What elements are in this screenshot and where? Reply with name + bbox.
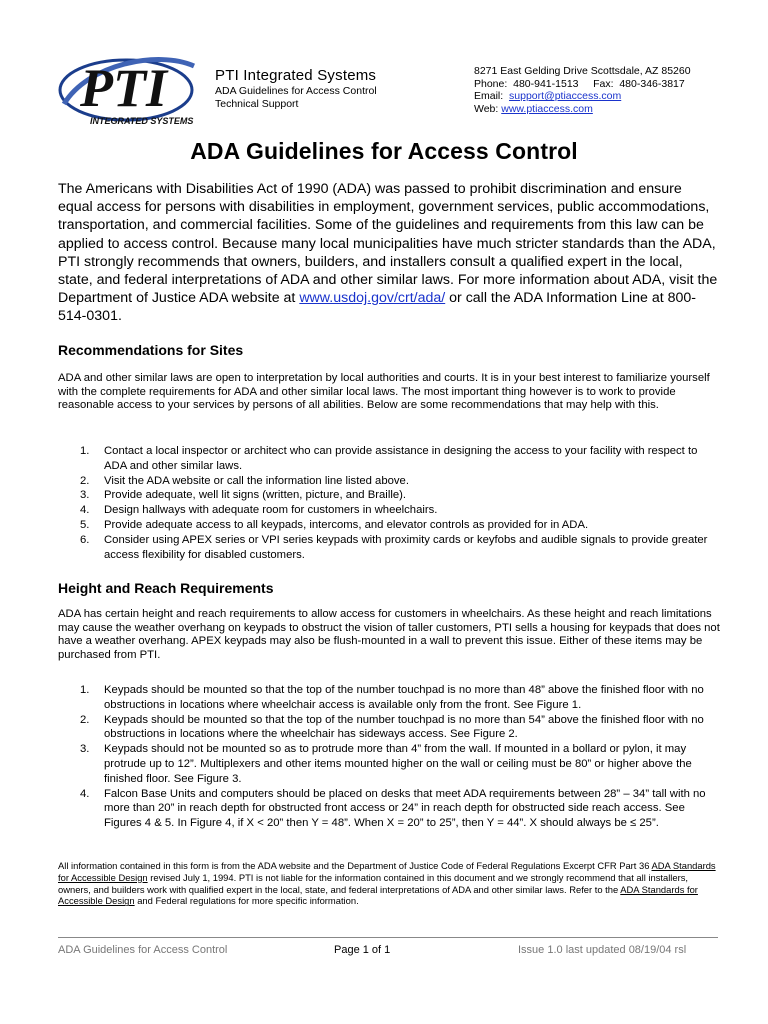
list-item-number: 3. [80, 743, 90, 756]
list-item-number: 1. [80, 684, 90, 696]
list-item [58, 713, 718, 743]
list-item [58, 787, 718, 831]
sites-heading: Recommendations for Sites [58, 342, 244, 358]
list-item-text: Visit the ADA website or call the information line listed above. [104, 474, 409, 487]
list-item-number: 4. [80, 787, 90, 800]
address: 8271 East Gelding Drive Scottsdale, AZ 85260 [474, 65, 691, 77]
logo-tagline: INTEGRATED SYSTEMS [90, 116, 194, 126]
list-item [58, 742, 718, 786]
page-title: ADA Guidelines for Access Control [190, 138, 578, 164]
list-item [58, 533, 718, 563]
list-item-number: 2. [80, 474, 90, 487]
web-label: Web: [474, 102, 502, 115]
pti-logo-icon [58, 44, 198, 130]
height-paragraph: ADA has certain height and reach requirements to allow access for customers in wheelchairs. As these height and reach limitations may cause the weather overhang on keypads to obstruct the vision of taller customers, PTI sells a housing for keypads that does not have a weather overhang. APEX keypads may also be flush-mounted in a wall to prevent this issue. Either of these items may be purchased from PTI. [58, 608, 720, 661]
footer-doc-title: ADA Guidelines for Access Control [58, 944, 228, 956]
list-item-number: 3. [80, 489, 90, 502]
contact-block [474, 65, 734, 115]
list-item-number: 6. [80, 533, 90, 546]
intro-text: The Americans with Disabilities Act of 1990 (ADA) was passed to prohibit discrimination and ensure equal access for persons with disabilities in employment, government services, public accommodations, transportation, and commercial facilities. Some of the guidelines and requirements from this law can be applied to access control. Because many local municipalities have much stricter standards than the ADA, PTI strongly recommends that owners, builders, and installers consult a qualified expert in the local, state, and federal interpretations of ADA and other similar laws. For more information about ADA, visit the Department of Justice ADA website at [58, 181, 718, 307]
company-department: Technical Support [215, 98, 299, 110]
footer-issue: Issue 1.0 last updated 08/19/04 rsl [518, 944, 687, 956]
footer-divider [58, 937, 718, 938]
list-item-text: Keypads should be mounted so that the top of the number touchpad is no more than 54” above the finished floor with no obstructions in locations where the wheelchair has sideways access. See Figure 2. [104, 713, 704, 741]
height-heading: Height and Reach Requirements [58, 580, 274, 596]
ada-standards-link-1[interactable]: ADA Standards for Accessible Design [58, 860, 716, 883]
doj-link[interactable]: www.usdoj.gov/crt/ada/ [299, 290, 446, 307]
web-link[interactable]: www.ptiaccess.com [501, 102, 593, 115]
footer-page-number: Page 1 of 1 [334, 944, 391, 956]
list-item [58, 474, 718, 489]
sites-list [58, 444, 718, 562]
email-link[interactable]: support@ptiaccess.com [509, 90, 622, 102]
list-item-text: Falcon Base Units and computers should be placed on desks that meet ADA requirements between 28” – 34” tall with no more than 20” in reach depth for obstructed front access or 24” in reach depth for obstructed side reach access. See Figures 4 & 5. In Figure 4, if X < 20” then Y = 48”. When X = 20” to 25”, then Y = 44”. X should always be ≤ 25”. [104, 787, 706, 830]
list-item [58, 518, 718, 533]
list-item [58, 683, 718, 713]
list-item [58, 444, 718, 474]
company-subtitle: ADA Guidelines for Access Control [215, 85, 377, 97]
ada-standards-link-2[interactable]: ADA Standards for Accessible Design [58, 883, 698, 907]
pti-logo [58, 44, 198, 130]
logo-wordmark: PTI [80, 58, 167, 118]
list-item-number: 2. [80, 713, 90, 726]
list-item [58, 503, 718, 518]
list-item-number: 5. [80, 518, 90, 531]
list-item-text: Design hallways with adequate room for customers in wheelchairs. [104, 504, 438, 517]
sites-paragraph: ADA and other similar laws are open to interpretation by local authorities and courts. It is in your best interest to familiarize yourself with the complete requirements for ADA and other similar local laws. The most important thing however is to work to provide reasonable access to your services by persons of all abilities. Below are some recommendations that may help with this. [58, 372, 710, 412]
list-item-text: Keypads should not be mounted so as to protrude more than 4” from the wall. If mounted in a bollard or pylon, it may protrude up to 12”. Multiplexers and other items mounted higher on the wall or ceiling must be 80” or higher above the finished floor. See Figure 3. [104, 743, 692, 785]
height-list [58, 683, 718, 831]
company-name: PTI Integrated Systems [215, 67, 377, 84]
list-item-number: 1. [80, 445, 90, 457]
list-item-number: 4. [80, 504, 90, 517]
company-block [215, 66, 445, 111]
footnote [58, 860, 718, 907]
list-item [58, 488, 718, 503]
list-item-text: Consider using APEX series or VPI series keypads with proximity cards or keyfobs and audible signals to provide greater access flexibility for disabled customers. [104, 533, 708, 561]
phone-fax: Phone: 480-941-1513 Fax: 480-346-3817 [474, 77, 685, 90]
footnote-text-2: revised July 1, 1994. PTI is not liable for the information contained in this document and we strongly recommend that all installers, owners, and builders work with qualified expert in the local, state, and federal interpretations of ADA and other similar laws. Refer to the [58, 871, 689, 895]
list-item-text: Provide adequate, well lit signs (written, picture, and Braille). [104, 489, 407, 502]
email-line [474, 90, 734, 103]
list-item-text: Contact a local inspector or architect who can provide assistance in designing the access to your facility with respect to ADA and other similar laws. [104, 445, 698, 472]
web-line [474, 103, 734, 116]
email-label: Email: [474, 90, 510, 102]
list-item-text: Provide adequate access to all keypads, intercoms, and elevator controls as provided for in ADA. [104, 518, 589, 531]
intro-paragraph [58, 180, 720, 326]
footnote-text-1: All information contained in this form is from the ADA website and the Department of Justice Code of Federal Regulations Excerpt CFR Part 36 [58, 860, 652, 871]
list-item-text: Keypads should be mounted so that the top of the number touchpad is no more than 48” above the finished floor with no obstructions in locations where wheelchair access is available only from the front. See Figure 1. [104, 684, 704, 711]
intro-tail: or call the ADA Information Line at 800-514-0301. [58, 290, 696, 325]
footnote-text-3: and Federal regulations for more specific information. [134, 895, 359, 907]
